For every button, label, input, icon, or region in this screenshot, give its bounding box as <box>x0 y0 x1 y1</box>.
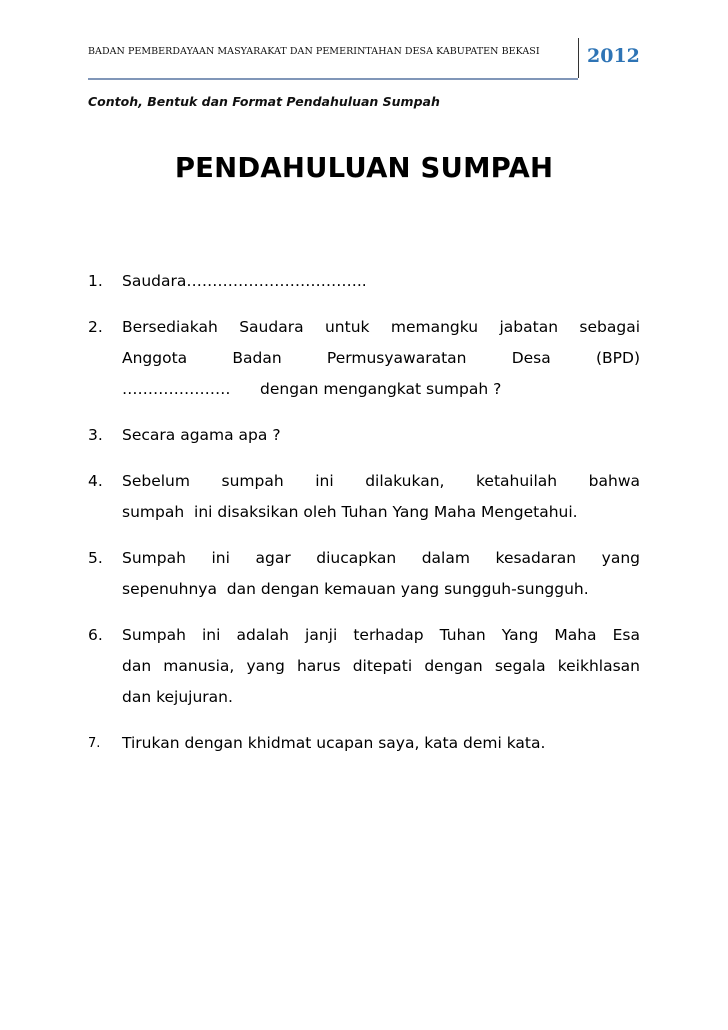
list-item <box>88 728 640 759</box>
item-number: 6. <box>88 626 103 644</box>
item-number: 1. <box>88 272 103 290</box>
item-line: Sebelum sumpah ini dilakukan, ketahuilah bahwa <box>122 472 640 490</box>
document-title: PENDAHULUAN SUMPAH <box>174 152 554 184</box>
list-item <box>88 420 640 451</box>
item-number: 5. <box>88 549 103 567</box>
item-line: Saudara…………………………….. <box>122 272 367 290</box>
header-divider <box>578 38 579 78</box>
item-text <box>122 266 640 297</box>
document-subtitle: Contoh, Bentuk dan Format Pendahuluan Sumpah <box>88 94 440 109</box>
item-text <box>122 728 640 759</box>
list-item <box>88 466 640 528</box>
item-text <box>122 543 640 605</box>
item-text <box>122 312 640 405</box>
header-rule <box>88 78 578 80</box>
item-line: Tirukan dengan khidmat ucapan saya, kata demi kata. <box>122 734 546 752</box>
list-item <box>88 312 640 405</box>
page-header <box>88 38 640 80</box>
item-line: Bersediakah Saudara untuk memangku jabatan sebagai <box>122 318 640 336</box>
item-line: ………………… dengan mengangkat sumpah ? <box>122 380 502 398</box>
header-year: 2012 <box>587 45 640 67</box>
item-number: 2. <box>88 318 103 336</box>
item-line: dan kejujuran. <box>122 688 233 706</box>
item-line: sepenuhnya dan dengan kemauan yang sungguh-sungguh. <box>122 580 589 598</box>
item-number: 4. <box>88 472 103 490</box>
item-number: 3. <box>88 426 103 444</box>
item-number: 7. <box>88 736 101 751</box>
oath-list <box>88 266 640 774</box>
item-text <box>122 620 640 713</box>
item-line: Sumpah ini adalah janji terhadap Tuhan Yang Maha Esa <box>122 626 640 644</box>
list-item <box>88 543 640 605</box>
list-item <box>88 266 640 297</box>
item-line: Secara agama apa ? <box>122 426 281 444</box>
item-line: Sumpah ini agar diucapkan dalam kesadaran yang <box>122 549 640 567</box>
list-item <box>88 620 640 713</box>
item-text <box>122 466 640 528</box>
item-line: dan manusia, yang harus ditepati dengan segala keikhlasan <box>122 657 640 675</box>
header-organization: BADAN PEMBERDAYAAN MASYARAKAT DAN PEMERINTAHAN DESA KABUPATEN BEKASI <box>88 46 540 57</box>
item-line: sumpah ini disaksikan oleh Tuhan Yang Maha Mengetahui. <box>122 503 578 521</box>
item-text <box>122 420 640 451</box>
item-line: Anggota Badan Permusyawaratan Desa (BPD) <box>122 349 640 367</box>
